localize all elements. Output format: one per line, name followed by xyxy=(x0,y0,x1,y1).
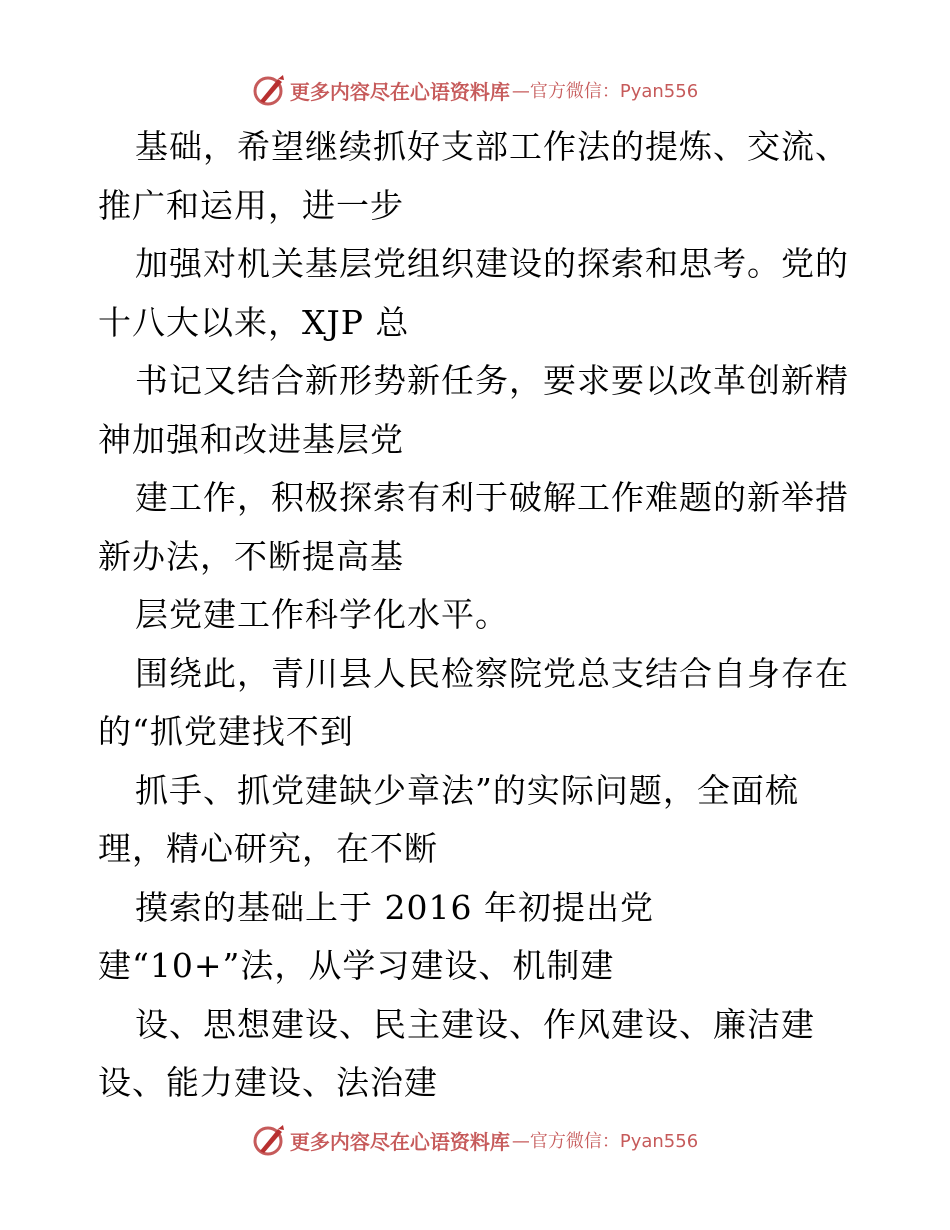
text-line: 十八大以来，XJP 总 xyxy=(98,302,410,342)
text-line: 基础，希望继续抓好支部工作法的提炼、交流、 xyxy=(135,127,849,166)
text-line: 层党建工作科学化水平。 xyxy=(135,595,509,634)
text-line: 围绕此，青川县人民检察院党总支结合自身存在 xyxy=(135,653,849,693)
text-line: 的“抓党建找不到 xyxy=(98,712,354,751)
footer-watermark xyxy=(0,1120,950,1160)
header-watermark xyxy=(0,70,950,110)
watermark-contact: —官方微信：Pyan556 xyxy=(511,1131,699,1152)
text-line: 建工作，积极探索有利于破解工作难题的新举措 xyxy=(135,478,849,517)
text-line: 建“10+”法，从学习建设、机制建 xyxy=(98,946,615,985)
text-line: 书记又结合新形势新任务，要求要以改革创新精 xyxy=(135,361,849,400)
quill-pen-icon xyxy=(252,73,286,107)
text-line: 新办法，不断提高基 xyxy=(98,536,404,576)
watermark-brand: 更多内容尽在心语资料库 xyxy=(289,1129,510,1154)
text-line: 理，精心研究，在不断 xyxy=(98,829,438,868)
document-body xyxy=(98,118,858,1113)
text-line: 摸索的基础上于 2016 年初提出党 xyxy=(135,887,654,927)
text-line: 推广和运用，进一步 xyxy=(98,185,404,225)
text-line: 神加强和改进基层党 xyxy=(98,419,404,459)
text-line: 加强对机关基层党组织建设的探索和思考。党的 xyxy=(135,244,849,283)
text-line: 设、思想建设、民主建设、作风建设、廉洁建 xyxy=(135,1004,815,1044)
watermark-contact: —官方微信：Pyan556 xyxy=(511,81,699,102)
text-line: 设、能力建设、法治建 xyxy=(98,1063,438,1102)
quill-pen-icon xyxy=(252,1123,286,1157)
text-line: 抓手、抓党建缺少章法”的实际问题，全面梳 xyxy=(135,770,799,810)
watermark-brand: 更多内容尽在心语资料库 xyxy=(289,79,510,104)
